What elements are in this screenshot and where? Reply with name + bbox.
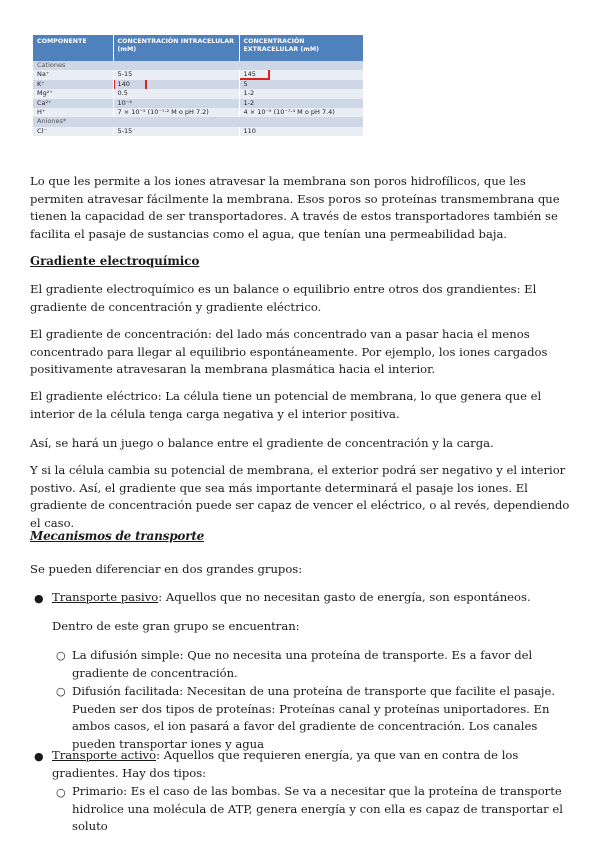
list-item-simple-diffusion: La difusión simple: Que no necesita una proteína de transporte. Es a favor del gradiente de concentración. xyxy=(72,648,533,680)
paragraph-groups: Se pueden diferenciar en dos grandes grupos: xyxy=(30,562,303,576)
ion-concentration-table xyxy=(33,35,363,136)
cell-intra: 0.5 xyxy=(113,89,239,98)
table-row xyxy=(33,99,363,108)
cell-extra: 110 xyxy=(239,127,363,136)
group-label-cations: Cationes xyxy=(33,61,363,70)
group-label-anions: Aniones* xyxy=(33,117,363,126)
cell-component: Na⁺ xyxy=(33,70,113,79)
cell-component: H⁺ xyxy=(33,108,113,117)
header-component: COMPONENTE xyxy=(33,35,113,61)
table-row xyxy=(33,89,363,98)
list-item-primary: Primario: Es el caso de las bombas. Se va a necesitar que la proteína de transporte hidrolice una molécula de ATP, genera energía y con ella es capaz de transportar el soluto xyxy=(72,784,563,834)
cell-intra: 7 × 10⁻⁵ (10⁻⁷·² M o pH 7.2) xyxy=(113,108,239,117)
cell-extra: 1-2 xyxy=(239,99,363,108)
bullet-dot-icon: ● xyxy=(34,592,44,605)
active-transport-title: Transporte activo xyxy=(52,748,157,762)
bullet-circle-icon: ○ xyxy=(56,786,66,799)
table-row xyxy=(33,70,363,79)
cell-intra xyxy=(113,80,239,89)
bullet-dot-icon: ● xyxy=(34,750,44,763)
section-heading-transport: Mecanismos de transporte xyxy=(30,529,205,543)
list-item-passive-transport xyxy=(52,589,572,607)
passive-transport-desc: : Aquellos que no necesitan gasto de energía, son espontáneos. xyxy=(158,590,531,604)
cell-extra: 1-2 xyxy=(239,89,363,98)
cell-intra: 5-15 xyxy=(113,70,239,79)
cell-component: Mg²⁺ xyxy=(33,89,113,98)
paragraph-balance: Así, se hará un juego o balance entre el gradiente de concentración y la carga. xyxy=(30,436,494,450)
cell-extra: 4 × 10⁻⁵ (10⁻⁷·⁴ M o pH 7.4) xyxy=(239,108,363,117)
cell-extra-value: 145 xyxy=(243,70,256,79)
header-intracellular: CONCENTRACIÓN INTRACELULAR (mM) xyxy=(113,35,239,61)
table-row xyxy=(33,80,363,89)
cell-component: Cl⁻ xyxy=(33,127,113,136)
cell-extra: 5 xyxy=(239,80,363,89)
cell-intra: 5-15 xyxy=(113,127,239,136)
paragraph-pores: Lo que les permite a los iones atravesar la membrana son poros hidrofílicos, que les permiten atravesar fácilmente la membrana. Esos poros so proteínas transmembrana que tienen la capacidad de ser transportadores. A través de estos transportadores también se facilita el pasaje de sustancias como el agua, que tenían una permeabilidad baja. xyxy=(30,174,560,241)
cell-intra-value: 140 xyxy=(117,79,130,88)
paragraph-passive-sub: Dentro de este gran grupo se encuentran: xyxy=(52,619,300,633)
section-heading-electrochemical: Gradiente electroquímico xyxy=(30,254,200,268)
cell-intra: 10⁻⁴ xyxy=(113,99,239,108)
cell-component: K⁺ xyxy=(33,80,113,89)
passive-transport-title: Transporte pasivo xyxy=(52,590,159,604)
cell-component: Ca²⁺ xyxy=(33,99,113,108)
table-header-row xyxy=(33,35,363,61)
table-group-row xyxy=(33,117,363,126)
header-extracellular: CONCENTRACIÓN EXTRACELULAR (mM) xyxy=(239,35,363,61)
active-transport-desc: : Aquellos que requieren energía, ya que van en contra de los gradientes. Hay dos tipos: xyxy=(52,748,519,780)
table-group-row xyxy=(33,61,363,70)
paragraph-electrochemical: El gradiente electroquímico es un balance o equilibrio entre otros dos grandientes: El gradiente de concentración y gradiente eléctrico. xyxy=(30,282,537,314)
list-item-facilitated-diffusion: Difusión facilitada: Necesitan de una proteína de transporte que facilite el pasaje. Pueden ser dos tipos de proteínas: Proteínas canal y proteínas uniportadores. En ambos casos, el ion pasará a favor del gradiente de concentración. Los canales pueden transportar iones y agua xyxy=(72,684,556,751)
table-row xyxy=(33,108,363,117)
paragraph-membrane-potential: Y si la célula cambia su potencial de membrana, el exterior podrá ser negativo y el interior postivo. Así, el gradiente que sea más importante determinará el pasaje los iones. El gradiente de concentración puede ser capaz de vencer el eléctrico, o al revés, dependiendo el caso. xyxy=(30,463,570,530)
bullet-circle-icon: ○ xyxy=(56,649,66,662)
cell-extra xyxy=(239,70,363,79)
bullet-circle-icon: ○ xyxy=(56,685,66,698)
list-item-active-transport xyxy=(52,747,572,782)
paragraph-concentration: El gradiente de concentración: del lado más concentrado van a pasar hacia el menos concentrado para llegar al equilibrio espontáneamente. Por ejemplo, los iones cargados positivamente atravesaran la membrana plasmática hacia el interior. xyxy=(30,327,548,377)
table-row xyxy=(33,127,363,136)
paragraph-electric: El gradiente eléctrico: La célula tiene un potencial de membrana, lo que genera que el interior de la célula tenga carga negativa y el interior positiva. xyxy=(30,389,542,421)
